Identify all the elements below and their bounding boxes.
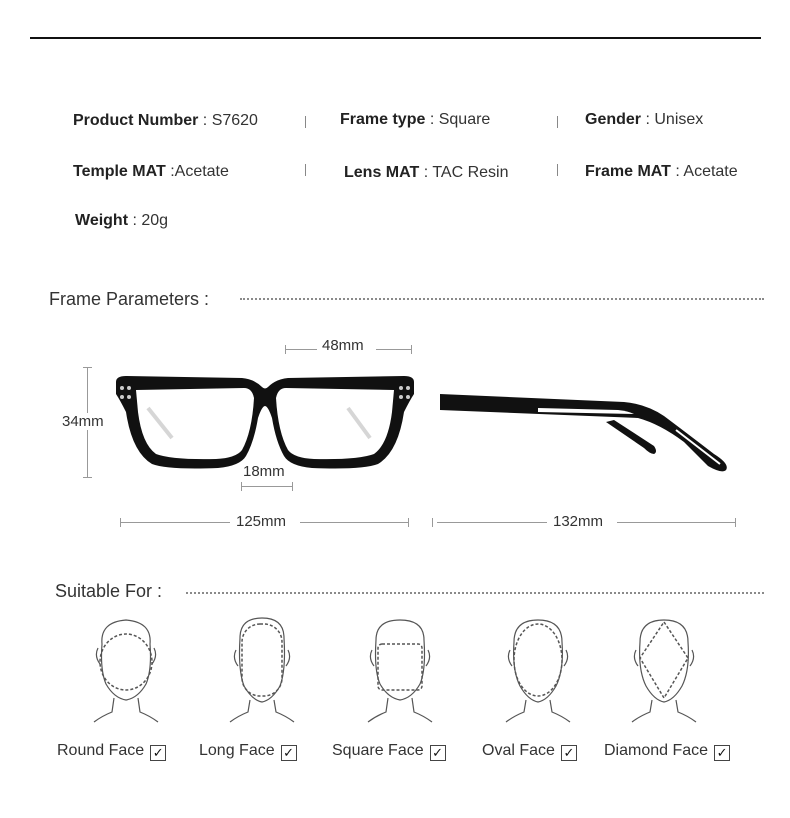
lens-height-label: 34mm [62,413,104,430]
check-icon: ✓ [714,745,730,761]
dimension-tick [735,518,736,527]
dimension-tick [432,518,433,527]
top-divider [30,37,761,39]
spec-weight: Weight : 20g [75,212,169,229]
spec-lens-mat: Lens MAT : TAC Resin [344,164,509,181]
dimension-line [376,349,412,350]
square-face-icon [362,614,438,724]
face-label-square: Square Face ✓ [332,742,446,761]
temple-length-label: 132mm [553,513,604,530]
face-label-oval: Oval Face ✓ [482,742,577,761]
diamond-face-icon [626,614,702,724]
face-label-diamond: Diamond Face ✓ [604,742,730,761]
bridge-width-label: 18mm [243,463,285,480]
dimension-line [300,522,409,523]
dimension-tick [408,518,409,527]
dimension-tick [285,345,286,354]
face-label-long: Long Face ✓ [199,742,297,761]
long-face-icon [224,614,300,724]
check-icon: ✓ [561,745,577,761]
dimension-tick [411,345,412,354]
dimension-tick [83,477,92,478]
glasses-side-view-image [438,388,738,480]
check-icon: ✓ [281,745,297,761]
spec-separator [557,164,558,176]
spec-temple-mat: Temple MAT :Acetate [73,163,229,180]
dimension-tick [292,482,293,491]
check-icon: ✓ [430,745,446,761]
dimension-line [120,522,230,523]
spec-frame-mat: Frame MAT : Acetate [585,163,738,180]
dimension-line [285,349,317,350]
lens-width-label: 48mm [322,337,364,354]
dimension-line [617,522,736,523]
total-width-label: 125mm [236,513,287,530]
check-icon: ✓ [150,745,166,761]
dimension-tick [83,367,92,368]
dimension-line [241,486,293,487]
spec-product-number: Product Number : S7620 [73,112,258,129]
spec-separator [557,116,558,128]
frame-parameters-title: Frame Parameters : [49,289,210,309]
round-face-icon [88,614,164,724]
dimension-tick [241,482,242,491]
spec-separator [305,164,306,176]
face-label-round: Round Face ✓ [57,742,166,761]
suitable-for-title: Suitable For : [55,581,163,601]
spec-frame-type: Frame type : Square [340,111,491,128]
section-dotted-line [186,592,764,594]
glasses-front-view-image [112,372,418,472]
spec-gender: Gender : Unisex [585,111,704,128]
oval-face-icon [500,614,576,724]
section-dotted-line [240,298,764,300]
spec-separator [305,116,306,128]
dimension-line [437,522,547,523]
